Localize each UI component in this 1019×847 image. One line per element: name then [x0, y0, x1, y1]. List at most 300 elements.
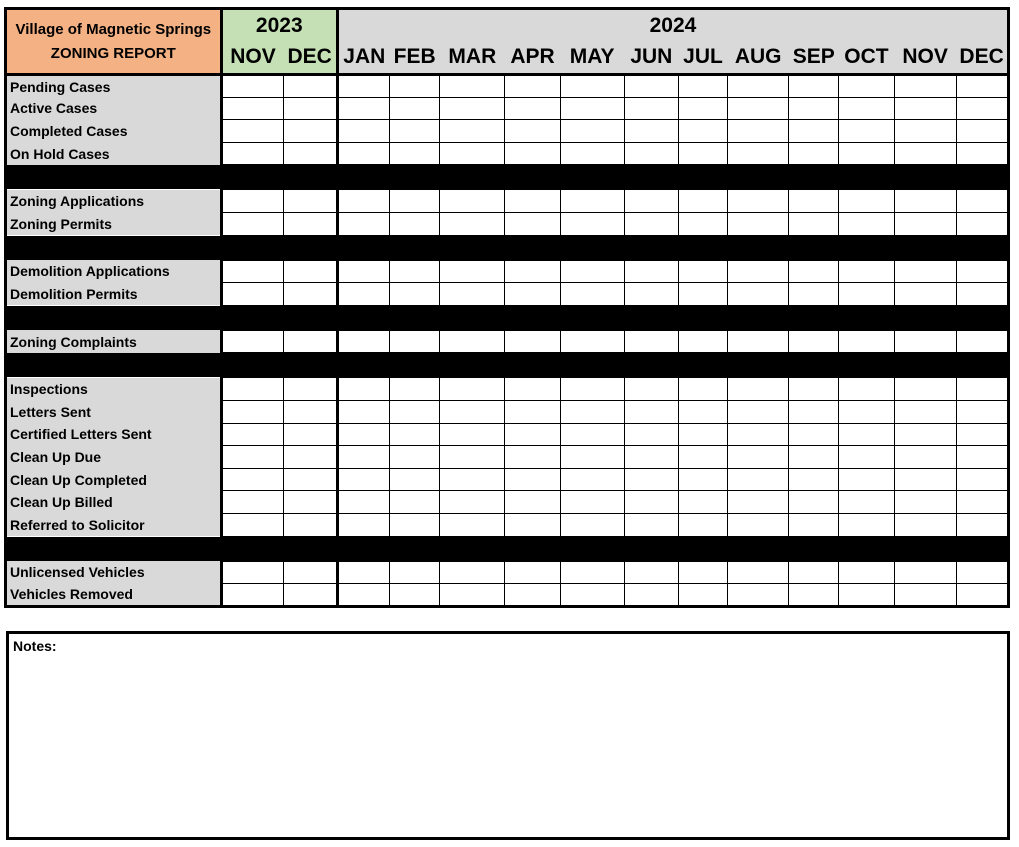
- data-cell[interactable]: [560, 446, 624, 469]
- data-cell[interactable]: [337, 142, 389, 165]
- data-cell[interactable]: [283, 423, 337, 446]
- data-cell[interactable]: [440, 491, 505, 514]
- data-cell[interactable]: [221, 120, 283, 143]
- row-label: Clean Up Billed: [6, 491, 222, 514]
- data-cell[interactable]: [839, 75, 894, 98]
- data-cell[interactable]: [678, 513, 727, 536]
- data-cell[interactable]: [839, 260, 894, 283]
- data-cell[interactable]: [337, 513, 389, 536]
- data-cell[interactable]: [221, 468, 283, 491]
- data-cell[interactable]: [390, 446, 440, 469]
- data-cell[interactable]: [283, 378, 337, 401]
- data-cell[interactable]: [678, 446, 727, 469]
- data-cell[interactable]: [728, 97, 789, 120]
- data-cell[interactable]: [956, 142, 1008, 165]
- data-cell[interactable]: [624, 330, 678, 353]
- data-cell[interactable]: [505, 561, 560, 584]
- data-cell[interactable]: [678, 584, 727, 607]
- data-cell[interactable]: [894, 260, 956, 283]
- table-row: [6, 330, 1009, 353]
- data-cell[interactable]: [283, 491, 337, 514]
- data-cell[interactable]: [283, 212, 337, 235]
- data-cell[interactable]: [728, 468, 789, 491]
- data-cell[interactable]: [560, 423, 624, 446]
- data-cell[interactable]: [221, 584, 283, 607]
- data-cell[interactable]: [560, 120, 624, 143]
- data-cell[interactable]: [221, 400, 283, 423]
- data-cell[interactable]: [624, 468, 678, 491]
- data-cell[interactable]: [839, 283, 894, 306]
- data-cell[interactable]: [560, 584, 624, 607]
- data-cell[interactable]: [624, 75, 678, 98]
- table-row: [6, 423, 1009, 446]
- row-label: Completed Cases: [6, 120, 222, 143]
- data-cell[interactable]: [440, 260, 505, 283]
- data-cell[interactable]: [956, 260, 1008, 283]
- data-cell[interactable]: [283, 513, 337, 536]
- data-cell[interactable]: [728, 260, 789, 283]
- section-separator-bar: [6, 305, 1009, 330]
- data-cell[interactable]: [560, 561, 624, 584]
- data-cell[interactable]: [221, 97, 283, 120]
- data-cell[interactable]: [505, 446, 560, 469]
- data-cell[interactable]: [839, 513, 894, 536]
- row-label: Inspections: [6, 378, 222, 401]
- data-cell[interactable]: [789, 446, 839, 469]
- data-cell[interactable]: [839, 120, 894, 143]
- data-cell[interactable]: [505, 468, 560, 491]
- row-label: On Hold Cases: [6, 142, 222, 165]
- data-cell[interactable]: [337, 423, 389, 446]
- data-cell[interactable]: [560, 378, 624, 401]
- data-cell[interactable]: [505, 491, 560, 514]
- notes-label: Notes:: [13, 638, 57, 654]
- data-cell[interactable]: [560, 97, 624, 120]
- data-cell[interactable]: [839, 423, 894, 446]
- data-cell[interactable]: [440, 378, 505, 401]
- data-cell[interactable]: [560, 260, 624, 283]
- data-cell[interactable]: [839, 584, 894, 607]
- table-row: [6, 400, 1009, 423]
- data-cell[interactable]: [390, 260, 440, 283]
- data-cell[interactable]: [505, 378, 560, 401]
- table-row: [6, 260, 1009, 283]
- data-cell[interactable]: [956, 283, 1008, 306]
- table-row: [6, 561, 1009, 584]
- data-cell[interactable]: [789, 212, 839, 235]
- data-cell[interactable]: [283, 446, 337, 469]
- data-cell[interactable]: [624, 260, 678, 283]
- data-cell[interactable]: [956, 491, 1008, 514]
- data-cell[interactable]: [221, 330, 283, 353]
- table-row: [6, 142, 1009, 165]
- data-cell[interactable]: [956, 378, 1008, 401]
- year-header-2023: 2023: [221, 9, 337, 42]
- data-cell[interactable]: [894, 212, 956, 235]
- row-label: Clean Up Due: [6, 446, 222, 469]
- data-cell[interactable]: [560, 468, 624, 491]
- data-cell[interactable]: [624, 584, 678, 607]
- data-cell[interactable]: [440, 584, 505, 607]
- table-row: [6, 446, 1009, 469]
- data-cell[interactable]: [283, 468, 337, 491]
- data-cell[interactable]: [390, 584, 440, 607]
- data-cell[interactable]: [678, 283, 727, 306]
- data-cell[interactable]: [728, 584, 789, 607]
- data-cell[interactable]: [894, 97, 956, 120]
- data-cell[interactable]: [283, 260, 337, 283]
- row-label: Clean Up Completed: [6, 468, 222, 491]
- data-cell[interactable]: [440, 142, 505, 165]
- data-cell[interactable]: [678, 97, 727, 120]
- data-cell[interactable]: [894, 446, 956, 469]
- data-cell[interactable]: [789, 260, 839, 283]
- month-header-2024-dec: DEC: [956, 42, 1008, 75]
- data-cell[interactable]: [789, 468, 839, 491]
- row-label: Referred to Solicitor: [6, 513, 222, 536]
- data-cell[interactable]: [505, 330, 560, 353]
- data-cell[interactable]: [839, 190, 894, 213]
- data-cell[interactable]: [839, 446, 894, 469]
- data-cell[interactable]: [560, 190, 624, 213]
- data-cell[interactable]: [894, 120, 956, 143]
- data-cell[interactable]: [221, 423, 283, 446]
- data-cell[interactable]: [728, 561, 789, 584]
- month-header-2024-jun: JUN: [624, 42, 678, 75]
- data-cell[interactable]: [505, 423, 560, 446]
- data-cell[interactable]: [624, 561, 678, 584]
- data-cell[interactable]: [440, 97, 505, 120]
- data-cell[interactable]: [789, 97, 839, 120]
- data-cell[interactable]: [956, 468, 1008, 491]
- row-label: Zoning Complaints: [6, 330, 222, 353]
- data-cell[interactable]: [728, 491, 789, 514]
- data-cell[interactable]: [624, 400, 678, 423]
- data-cell[interactable]: [221, 446, 283, 469]
- data-cell[interactable]: [505, 190, 560, 213]
- data-cell[interactable]: [390, 330, 440, 353]
- data-cell[interactable]: [337, 446, 389, 469]
- data-cell[interactable]: [728, 378, 789, 401]
- data-cell[interactable]: [894, 378, 956, 401]
- data-cell[interactable]: [728, 423, 789, 446]
- data-cell[interactable]: [956, 97, 1008, 120]
- data-cell[interactable]: [505, 260, 560, 283]
- data-cell[interactable]: [894, 561, 956, 584]
- data-cell[interactable]: [789, 190, 839, 213]
- table-row: [6, 584, 1009, 607]
- data-cell[interactable]: [390, 378, 440, 401]
- data-cell[interactable]: [337, 212, 389, 235]
- data-cell[interactable]: [839, 400, 894, 423]
- table-row: [6, 468, 1009, 491]
- section-separator: [6, 165, 1009, 190]
- data-cell[interactable]: [390, 513, 440, 536]
- data-cell[interactable]: [839, 468, 894, 491]
- data-cell[interactable]: [839, 330, 894, 353]
- data-cell[interactable]: [440, 283, 505, 306]
- data-cell[interactable]: [624, 97, 678, 120]
- data-cell[interactable]: [839, 212, 894, 235]
- data-cell[interactable]: [337, 378, 389, 401]
- data-cell[interactable]: [560, 212, 624, 235]
- data-cell[interactable]: [789, 513, 839, 536]
- data-cell[interactable]: [560, 75, 624, 98]
- data-cell[interactable]: [624, 513, 678, 536]
- data-cell[interactable]: [956, 75, 1008, 98]
- data-cell[interactable]: [337, 491, 389, 514]
- data-cell[interactable]: [337, 260, 389, 283]
- data-cell[interactable]: [390, 97, 440, 120]
- data-cell[interactable]: [678, 190, 727, 213]
- data-cell[interactable]: [440, 561, 505, 584]
- data-cell[interactable]: [678, 561, 727, 584]
- data-cell[interactable]: [956, 584, 1008, 607]
- table-row: [6, 491, 1009, 514]
- data-cell[interactable]: [789, 283, 839, 306]
- data-cell[interactable]: [440, 330, 505, 353]
- data-cell[interactable]: [728, 75, 789, 98]
- data-cell[interactable]: [221, 75, 283, 98]
- data-cell[interactable]: [789, 561, 839, 584]
- data-cell[interactable]: [440, 423, 505, 446]
- data-cell[interactable]: [560, 283, 624, 306]
- data-cell[interactable]: [283, 283, 337, 306]
- data-cell[interactable]: [440, 120, 505, 143]
- data-cell[interactable]: [440, 513, 505, 536]
- month-header-2024-apr: APR: [505, 42, 560, 75]
- data-cell[interactable]: [337, 330, 389, 353]
- data-cell[interactable]: [894, 142, 956, 165]
- table-row: [6, 75, 1009, 98]
- data-cell[interactable]: [956, 423, 1008, 446]
- data-cell[interactable]: [283, 120, 337, 143]
- data-cell[interactable]: [505, 75, 560, 98]
- data-cell[interactable]: [390, 561, 440, 584]
- data-cell[interactable]: [839, 561, 894, 584]
- data-cell[interactable]: [894, 400, 956, 423]
- data-cell[interactable]: [728, 212, 789, 235]
- data-cell[interactable]: [728, 283, 789, 306]
- table-row: [6, 513, 1009, 536]
- data-cell[interactable]: [337, 400, 389, 423]
- row-label: Zoning Applications: [6, 190, 222, 213]
- data-cell[interactable]: [894, 513, 956, 536]
- table-row: [6, 212, 1009, 235]
- data-cell[interactable]: [505, 120, 560, 143]
- row-label: Letters Sent: [6, 400, 222, 423]
- data-cell[interactable]: [505, 142, 560, 165]
- data-cell[interactable]: [624, 190, 678, 213]
- row-label: Pending Cases: [6, 75, 222, 98]
- data-cell[interactable]: [956, 400, 1008, 423]
- data-cell[interactable]: [560, 142, 624, 165]
- data-cell[interactable]: [390, 423, 440, 446]
- data-cell[interactable]: [283, 400, 337, 423]
- data-cell[interactable]: [624, 283, 678, 306]
- notes-box[interactable]: [6, 631, 1010, 840]
- data-cell[interactable]: [221, 190, 283, 213]
- data-cell[interactable]: [789, 120, 839, 143]
- data-cell[interactable]: [505, 513, 560, 536]
- data-cell[interactable]: [678, 378, 727, 401]
- data-cell[interactable]: [728, 446, 789, 469]
- data-cell[interactable]: [956, 513, 1008, 536]
- data-cell[interactable]: [505, 97, 560, 120]
- data-cell[interactable]: [789, 142, 839, 165]
- row-label: Vehicles Removed: [6, 584, 222, 607]
- data-cell[interactable]: [624, 142, 678, 165]
- data-cell[interactable]: [678, 423, 727, 446]
- data-cell[interactable]: [956, 446, 1008, 469]
- data-cell[interactable]: [728, 142, 789, 165]
- data-cell[interactable]: [839, 378, 894, 401]
- data-cell[interactable]: [221, 212, 283, 235]
- month-header-2023-nov: NOV: [221, 42, 283, 75]
- section-separator: [6, 353, 1009, 378]
- data-cell[interactable]: [956, 212, 1008, 235]
- data-cell[interactable]: [894, 491, 956, 514]
- data-cell[interactable]: [440, 75, 505, 98]
- data-cell[interactable]: [221, 378, 283, 401]
- data-cell[interactable]: [956, 190, 1008, 213]
- data-cell[interactable]: [624, 491, 678, 514]
- section-separator: [6, 536, 1009, 561]
- data-cell[interactable]: [894, 423, 956, 446]
- data-cell[interactable]: [956, 120, 1008, 143]
- data-cell[interactable]: [678, 260, 727, 283]
- data-cell[interactable]: [789, 584, 839, 607]
- data-cell[interactable]: [440, 446, 505, 469]
- data-cell[interactable]: [283, 75, 337, 98]
- data-cell[interactable]: [390, 190, 440, 213]
- data-cell[interactable]: [390, 491, 440, 514]
- data-cell[interactable]: [728, 513, 789, 536]
- data-cell[interactable]: [440, 468, 505, 491]
- table-row: [6, 378, 1009, 401]
- data-cell[interactable]: [728, 120, 789, 143]
- data-cell[interactable]: [956, 561, 1008, 584]
- data-cell[interactable]: [624, 212, 678, 235]
- data-cell[interactable]: [894, 584, 956, 607]
- data-cell[interactable]: [894, 330, 956, 353]
- data-cell[interactable]: [221, 283, 283, 306]
- table-row: [6, 120, 1009, 143]
- month-header-2024-sep: SEP: [789, 42, 839, 75]
- data-cell[interactable]: [337, 75, 389, 98]
- data-cell[interactable]: [337, 283, 389, 306]
- data-cell[interactable]: [789, 400, 839, 423]
- data-cell[interactable]: [390, 283, 440, 306]
- data-cell[interactable]: [624, 423, 678, 446]
- data-cell[interactable]: [283, 97, 337, 120]
- data-cell[interactable]: [505, 584, 560, 607]
- data-cell[interactable]: [728, 190, 789, 213]
- data-cell[interactable]: [221, 142, 283, 165]
- data-cell[interactable]: [390, 142, 440, 165]
- data-cell[interactable]: [221, 260, 283, 283]
- year-header-2024: 2024: [337, 9, 1008, 42]
- data-cell[interactable]: [728, 330, 789, 353]
- data-cell[interactable]: [728, 400, 789, 423]
- data-cell[interactable]: [440, 212, 505, 235]
- data-cell[interactable]: [221, 561, 283, 584]
- data-cell[interactable]: [337, 190, 389, 213]
- data-cell[interactable]: [956, 330, 1008, 353]
- data-cell[interactable]: [337, 584, 389, 607]
- data-cell[interactable]: [624, 120, 678, 143]
- data-cell[interactable]: [894, 75, 956, 98]
- data-cell[interactable]: [624, 446, 678, 469]
- data-cell[interactable]: [390, 400, 440, 423]
- data-cell[interactable]: [894, 468, 956, 491]
- data-cell[interactable]: [440, 190, 505, 213]
- data-cell[interactable]: [624, 378, 678, 401]
- data-cell[interactable]: [337, 97, 389, 120]
- table-row: [6, 97, 1009, 120]
- data-cell[interactable]: [678, 330, 727, 353]
- data-cell[interactable]: [678, 212, 727, 235]
- data-cell[interactable]: [678, 400, 727, 423]
- data-cell[interactable]: [283, 142, 337, 165]
- data-cell[interactable]: [505, 212, 560, 235]
- data-cell[interactable]: [505, 400, 560, 423]
- data-cell[interactable]: [839, 491, 894, 514]
- data-cell[interactable]: [678, 120, 727, 143]
- section-separator: [6, 235, 1009, 260]
- data-cell[interactable]: [337, 468, 389, 491]
- data-cell[interactable]: [789, 330, 839, 353]
- data-cell[interactable]: [678, 468, 727, 491]
- table-row: [6, 190, 1009, 213]
- data-cell[interactable]: [390, 120, 440, 143]
- data-cell[interactable]: [789, 491, 839, 514]
- data-cell[interactable]: [560, 400, 624, 423]
- data-cell[interactable]: [678, 75, 727, 98]
- data-cell[interactable]: [283, 561, 337, 584]
- data-cell[interactable]: [283, 330, 337, 353]
- row-label: Demolition Applications: [6, 260, 222, 283]
- data-cell[interactable]: [283, 190, 337, 213]
- data-cell[interactable]: [839, 97, 894, 120]
- data-cell[interactable]: [505, 283, 560, 306]
- row-label: Demolition Permits: [6, 283, 222, 306]
- data-cell[interactable]: [560, 513, 624, 536]
- data-cell[interactable]: [560, 330, 624, 353]
- data-cell[interactable]: [789, 423, 839, 446]
- data-cell[interactable]: [678, 142, 727, 165]
- data-cell[interactable]: [390, 75, 440, 98]
- data-cell[interactable]: [221, 491, 283, 514]
- data-cell[interactable]: [560, 491, 624, 514]
- data-cell[interactable]: [221, 513, 283, 536]
- data-cell[interactable]: [839, 142, 894, 165]
- section-separator-bar: [6, 165, 1009, 190]
- row-label: Active Cases: [6, 97, 222, 120]
- data-cell[interactable]: [789, 75, 839, 98]
- data-cell[interactable]: [283, 584, 337, 607]
- data-cell[interactable]: [678, 491, 727, 514]
- data-cell[interactable]: [390, 212, 440, 235]
- data-cell[interactable]: [894, 190, 956, 213]
- data-cell[interactable]: [440, 400, 505, 423]
- data-cell[interactable]: [390, 468, 440, 491]
- data-cell[interactable]: [894, 283, 956, 306]
- data-cell[interactable]: [789, 378, 839, 401]
- data-cell[interactable]: [337, 561, 389, 584]
- month-header-2024-aug: AUG: [728, 42, 789, 75]
- data-cell[interactable]: [337, 120, 389, 143]
